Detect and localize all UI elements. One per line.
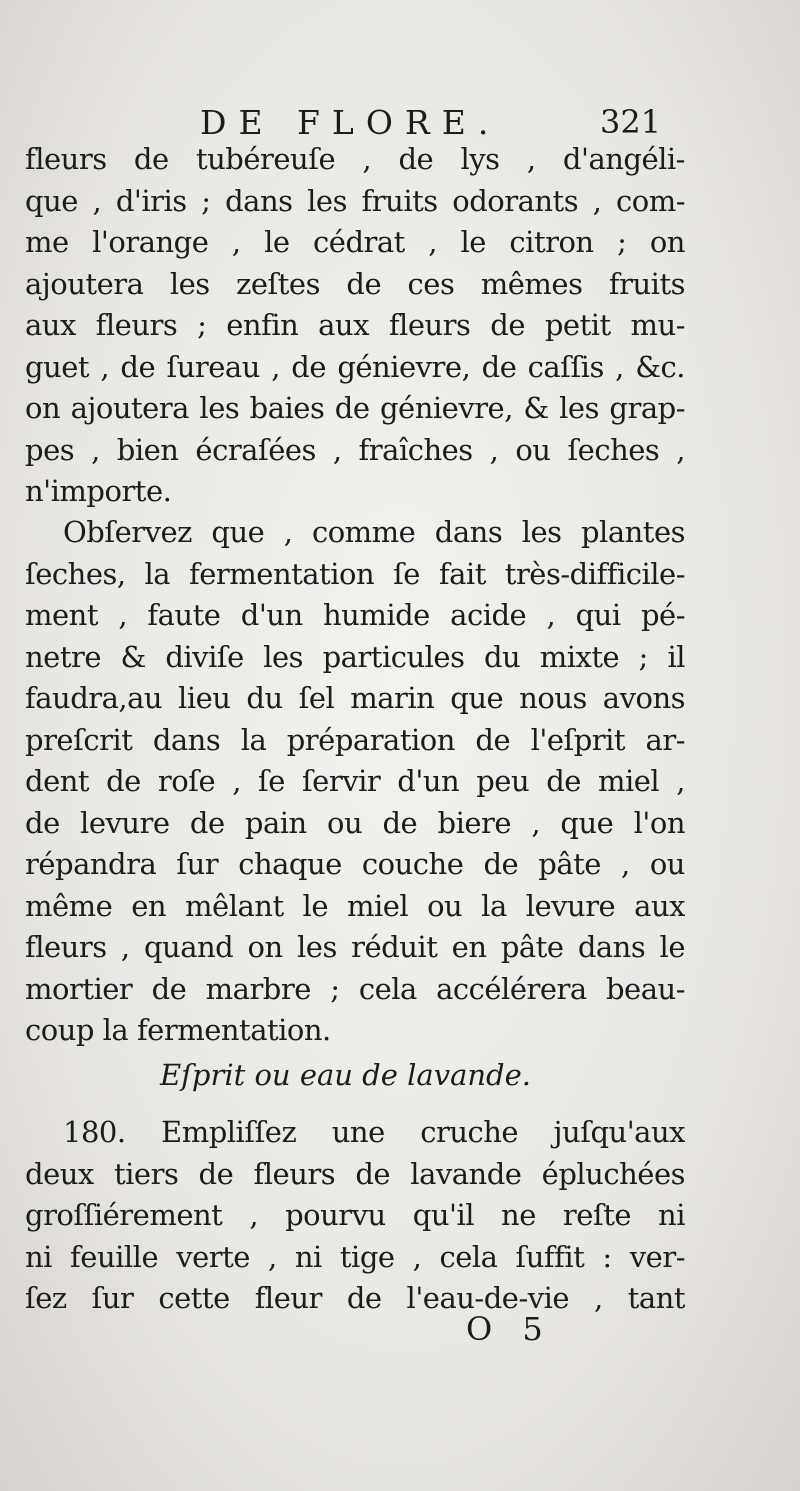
paragraph-3 xyxy=(25,1112,685,1320)
text-line: de levure de pain ou de biere , que l'on xyxy=(25,805,685,840)
section-title: Eſprit ou eau de lavande. xyxy=(160,1058,531,1092)
text-line: faudra,au lieu du ſel marin que nous avons xyxy=(25,681,685,715)
text-line: ment , faute d'un humide acide , qui pé- xyxy=(25,598,685,632)
text-line: me l'orange , le cédrat , le citron ; on xyxy=(25,225,685,259)
text-line: fleurs de tubéreuſe , de lys , d'angéli- xyxy=(25,142,685,176)
page-number: 321 xyxy=(600,103,662,141)
signature-mark: O 5 xyxy=(466,1310,553,1348)
paragraph-1 xyxy=(25,139,685,513)
text-line: répandra ſur chaque couche de pâte , ou xyxy=(25,847,685,881)
text-line: guet , de ſureau , de génievre, de caſſis , &c. xyxy=(25,349,685,384)
text-line: ſeches, la fermentation ſe fait très-difficile- xyxy=(25,556,685,591)
text-line: 180. Empliſſez une cruche juſqu'aux xyxy=(63,1115,685,1149)
text-line: dent de roſe , ſe ſervir d'un peu de miel , xyxy=(25,764,685,798)
text-line: ſez ſur cette fleur de l'eau-de-vie , tant xyxy=(25,1281,685,1315)
text-line: deux tiers de fleurs de lavande épluchées xyxy=(25,1156,685,1191)
text-line: groſſiérement , pourvu qu'il ne reſte ni xyxy=(25,1198,685,1232)
text-line: n'importe. xyxy=(25,474,172,508)
text-line: netre & diviſe les particules du mixte ; il xyxy=(25,639,685,674)
running-head: DE FLORE. xyxy=(200,103,501,142)
paragraph-2 xyxy=(25,512,685,1052)
text-line: coup la fermentation. xyxy=(25,1013,331,1047)
text-line: Obſervez que , comme dans les plantes xyxy=(63,515,685,549)
text-line: aux fleurs ; enfin aux fleurs de petit mu- xyxy=(25,308,685,342)
text-line: fleurs , quand on les réduit en pâte dans le xyxy=(25,930,685,964)
text-line: on ajoutera les baies de génievre, & les grap- xyxy=(25,391,685,425)
text-line: ni feuille verte , ni tige , cela ſuffit : ver- xyxy=(25,1239,685,1274)
text-line: mortier de marbre ; cela accélérera beau- xyxy=(25,971,685,1006)
text-line: ajoutera les zeſtes de ces mêmes fruits xyxy=(25,266,685,301)
text-line: pes , bien écraſées , fraîches , ou ſeches , xyxy=(25,432,685,467)
text-line: preſcrit dans la préparation de l'eſprit ar- xyxy=(25,722,685,757)
text-line: même en mêlant le miel ou la levure aux xyxy=(25,888,685,923)
text-line: que , d'iris ; dans les fruits odorants , com- xyxy=(25,183,685,218)
